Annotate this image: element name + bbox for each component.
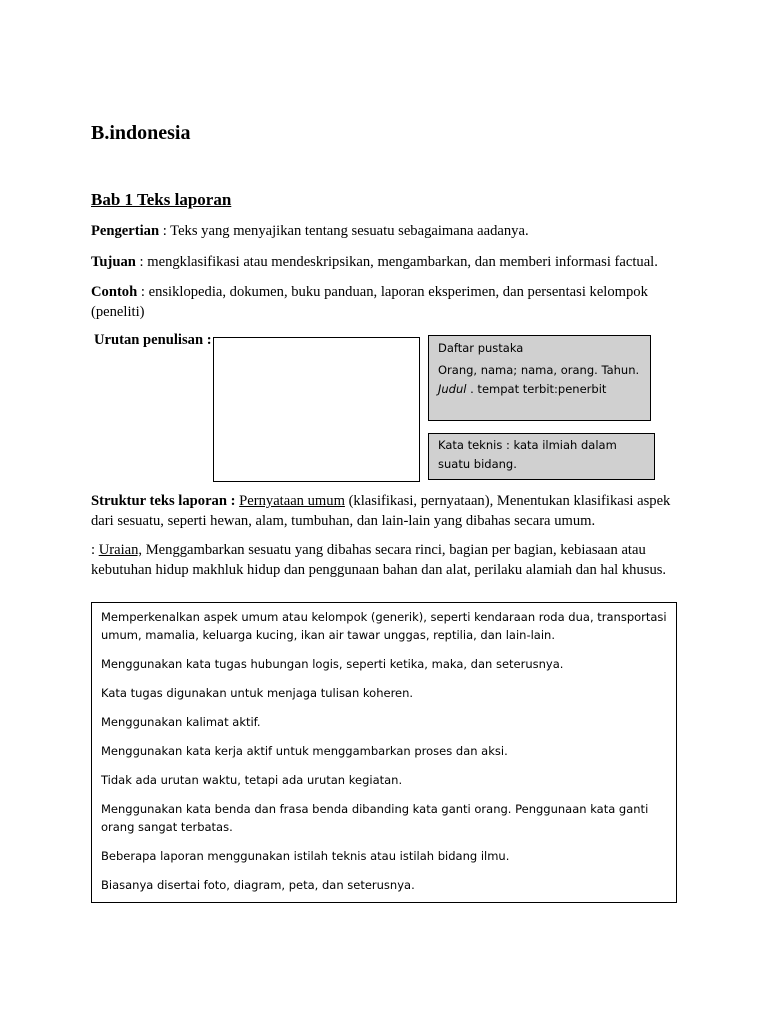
pengertian-label: Pengertian [91, 223, 160, 239]
page-title: B.indonesia [91, 122, 191, 144]
struktur-paragraph [91, 492, 681, 531]
contoh-label: Contoh [91, 284, 138, 300]
list-item: Memperkenalkan aspek umum atau kelompok (generik), seperti kendaraan roda dua, transportasi umum, mamalia, keluarga kucing, ikan air tawar unggas, reptilia, dan lain-lain. [101, 610, 667, 642]
pernyataan-umum-text: Pernyataan umum [239, 493, 345, 509]
daftar-pustaka-heading: Daftar pustaka [438, 341, 524, 355]
judul-text: Judul [438, 382, 467, 396]
contoh-text: : ensiklopedia, dokumen, buku panduan, laporan eksperimen, dan persentasi kelompok (peneliti) [91, 284, 648, 320]
pengertian-paragraph [91, 222, 681, 242]
contoh-paragraph [91, 283, 681, 322]
list-item: Menggunakan kalimat aktif. [101, 715, 261, 729]
list-item: Menggunakan kata tugas hubungan logis, seperti ketika, maka, dan seterusnya. [101, 657, 564, 671]
urutan-label: Urutan penulisan : [94, 332, 212, 348]
blank-box [213, 337, 420, 482]
uraian-rest: Menggambarkan sesuatu yang dibahas secara rinci, bagian per bagian, kebiasaan atau kebutuhan hidup makhluk hidup dan penggunaan bahan dan alat, perilaku alamiah dan hal khusus. [91, 542, 667, 578]
pengertian-text: : Teks yang menyajikan tentang sesuatu sebagaimana aadanya. [159, 223, 529, 239]
uraian-paragraph [91, 541, 681, 580]
tujuan-label: Tujuan [91, 254, 136, 270]
uraian-prefix: : [91, 542, 99, 558]
list-item: Kata tugas digunakan untuk menjaga tulisan koheren. [101, 686, 414, 700]
uraian-label: Uraian, [98, 542, 143, 558]
list-item: Menggunakan kata kerja aktif untuk menggambarkan proses dan aksi. [101, 744, 508, 758]
daftar-pustaka-box [428, 335, 651, 421]
list-item: Beberapa laporan menggunakan istilah teknis atau istilah bidang ilmu. [101, 849, 510, 863]
struktur-label: Struktur teks laporan : [91, 493, 236, 509]
list-item: Tidak ada urutan waktu, tetapi ada urutan kegiatan. [101, 773, 403, 787]
struktur-rest: (klasifikasi, pernyataan), Menentukan klasifikasi aspek dari sesuatu, seperti hewan, alam, tumbuhan, dan lain-lain yang dibahas secara umum. [91, 493, 671, 529]
tujuan-paragraph [91, 253, 681, 273]
chapter-heading: Bab 1 Teks laporan [91, 190, 232, 209]
daftar-pustaka-line2-rest: . tempat terbit:penerbit [466, 382, 607, 396]
list-item: Menggunakan kata benda dan frasa benda dibanding kata ganti orang. Penggunaan kata ganti orang sangat terbatas. [101, 802, 649, 834]
kata-teknis-box [428, 433, 655, 480]
daftar-pustaka-line1: Orang, nama; nama, orang. Tahun. [438, 363, 640, 377]
tujuan-text: : mengklasifikasi atau mendeskripsikan, mengambarkan, dan memberi informasi factual. [135, 254, 658, 270]
ciri-ciri-box [91, 602, 677, 903]
kata-teknis-text: Kata teknis : kata ilmiah dalam suatu bidang. [438, 438, 617, 471]
list-item: Biasanya disertai foto, diagram, peta, dan seterusnya. [101, 878, 415, 892]
daftar-pustaka-line2 [438, 380, 641, 399]
